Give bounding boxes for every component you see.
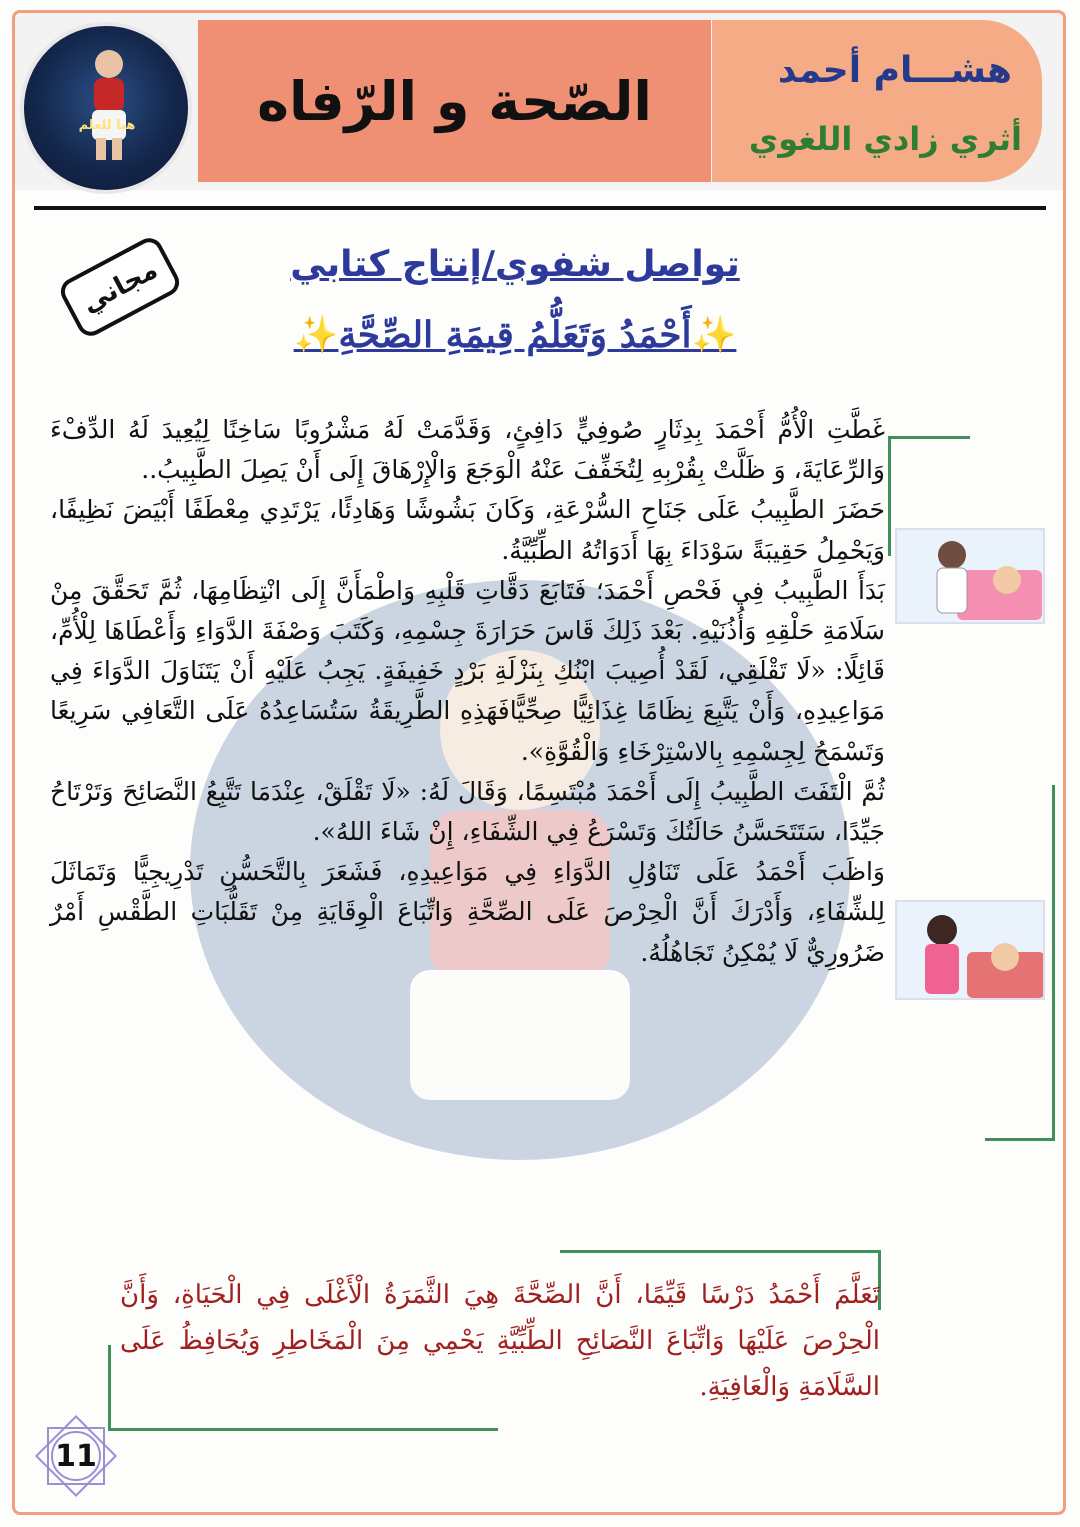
story-body xyxy=(50,410,885,973)
logo xyxy=(20,22,192,194)
page-title: الصّحة و الرّفاه xyxy=(257,69,652,133)
moral-bracket-bottom xyxy=(108,1428,498,1431)
story-paragraph: بَدَأَ الطَّبِيبُ فِي فَحْصِ أَحْمَدَ؛ فَتَابَعَ دَقَّاتِ قَلْبِهِ وَاطْمَأَنَّ إِلَى انْتِظَامِهَا، ثُمَّ تَحَقَّقَ مِنْ سَلَامَةِ حَلْقِهِ وَأُذُنَيْهِ. بَعْدَ ذَلِكَ قَاسَ حَرَارَةَ جِسْمِهِ، وَكَتَبَ وَصْفَةَ الدَّوَاءِ وَأَعْطَاهَا لِلْأُمِّ، قَائِلًا: «لَا تَقْلَقِي، لَقَدْ أُصِيبَ ابْنُكِ بِنَزْلَةِ بَرْدٍ خَفِيفَةٍ. يَجِبُ عَلَيْهِ أَنْ يَتَنَاوَلَ الدَّوَاءَ فِي مَوَاعِيدِهِ، وَأَنْ يَتَّبِعَ نِظَامًا غِذَائِيًّا صِحِّيًّافَهَذِهِ الطَّرِيقَةُ سَتُسَاعِدُهُ عَلَى التَّعَافِي سَرِيعًا وَتَسْمَحُ لِجِسْمِهِ بِالاسْتِرْخَاءِ وَالْقُوَّةِ». xyxy=(50,575,885,766)
moral-lesson xyxy=(120,1272,880,1410)
author-name: هشـــام أحمد xyxy=(777,50,1012,91)
illustration-mother-child xyxy=(895,528,1045,624)
free-badge: مجاني xyxy=(56,233,184,340)
sparkle-icon: ✨ xyxy=(691,314,737,356)
story-paragraph: ثُمَّ الْتَفَتَ الطَّبِيبُ إِلَى أَحْمَدَ مُبْتَسِمًا، وَقَالَ لَهُ: «لَا تَقْلَقْ، عِنْدَمَا تَتَّبِعُ النَّصَائِحَ وَتَرْتَاحُ جَيِّدًا، سَتَتَحَسَّنُ حَالَتُكَ وَتَسْرَعُ فِي الشِّفَاءِ، إِنْ شَاءَ اللهُ». xyxy=(50,776,885,847)
author-subtitle: أثري زادي اللغوي xyxy=(748,120,1022,158)
bracket-1 xyxy=(890,436,970,536)
sparkle-icon: ✨ xyxy=(293,314,339,356)
author-box xyxy=(712,20,1042,182)
story-paragraph: حَضَرَ الطَّبِيبُ عَلَى جَنَاحِ السُّرْعَةِ، وَكَانَ بَشُوشًا وَهَادِئًا، يَرْتَدِي مِعْطَفًا أَبْيَضَ نَظِيفًا، وَيَحْمِلُ حَقِيبَةً سَوْدَاءَ بِهَا أَدَوَاتُهُ الطِّبِّيَّةُ. xyxy=(50,495,885,565)
bracket-2-foot xyxy=(985,1138,1055,1141)
title-box xyxy=(198,20,711,182)
story-title-text: أَحْمَدُ وَتَعَلُّمُ قِيمَةِ الصِّحَّةِ xyxy=(338,314,692,356)
logo-text: هيا للعلم xyxy=(78,118,136,133)
moral-bracket-top xyxy=(560,1250,880,1253)
page-number: 11 xyxy=(55,1438,97,1474)
illustration-doctor-exam xyxy=(895,900,1045,1000)
child-figure-icon xyxy=(74,46,144,166)
header-divider xyxy=(34,206,1046,210)
story-title xyxy=(220,314,810,356)
bracket-2-vert xyxy=(1052,785,1055,1140)
bracket-1-vert xyxy=(888,436,891,556)
moral-text: تَعَلَّمَ أَحْمَدُ دَرْسًا قَيِّمًا، أَنَّ الصِّحَّةَ هِيَ الثَّمَرَةُ الْأَغْلَى فِي الْحَيَاةِ، وَأَنَّ الْحِرْصَ عَلَيْهَا وَاتِّبَاعَ النَّصَائِحِ الطِّبِّيَّةِ يَحْمِي مِنَ الْمَخَاطِرِ وَيُحَافِظُ عَلَى السَّلَامَةِ وَالْعَافِيَةِ. xyxy=(120,1280,880,1402)
story-paragraph: غَطَّتِ الْأُمُّ أَحْمَدَ بِدِثَارٍ صُوفِيٍّ دَافِئٍ، وَقَدَّمَتْ لَهُ مَشْرُوبًا سَاخِنًا لِيُعِيدَ لَهُ الدِّفْءَ وَالرِّعَايَةَ، وَ ظَلَّتْ بِقُرْبِهِ لِتُخَفِّفَ عَنْهُ الْوَجَعَ وَالْإِرْهَاقَ إِلَى أَنْ يَصِلَ الطَّبِيبُ.. xyxy=(50,415,885,485)
section-heading: تواصل شفوي/إنتاج كتابي xyxy=(290,244,740,285)
story-paragraph: وَاظَبَ أَحْمَدُ عَلَى تَنَاوُلِ الدَّوَاءِ فِي مَوَاعِيدِهِ، فَشَعَرَ بِالتَّحَسُّنِ تَدْرِيجِيًّا وَتَمَاثَلَ لِلشِّفَاءِ، وَأَدْرَكَ أَنَّ الْحِرْصَ عَلَى الصِّحَّةِ وَاتِّبَاعَ الْوِقَايَةِ مِنْ تَقَلُّبَاتِ الطَّقْسِ أَمْرٌ ضَرُورِيٌّ لَا يُمْكِنُ تَجَاهُلُهُ. xyxy=(50,857,885,967)
